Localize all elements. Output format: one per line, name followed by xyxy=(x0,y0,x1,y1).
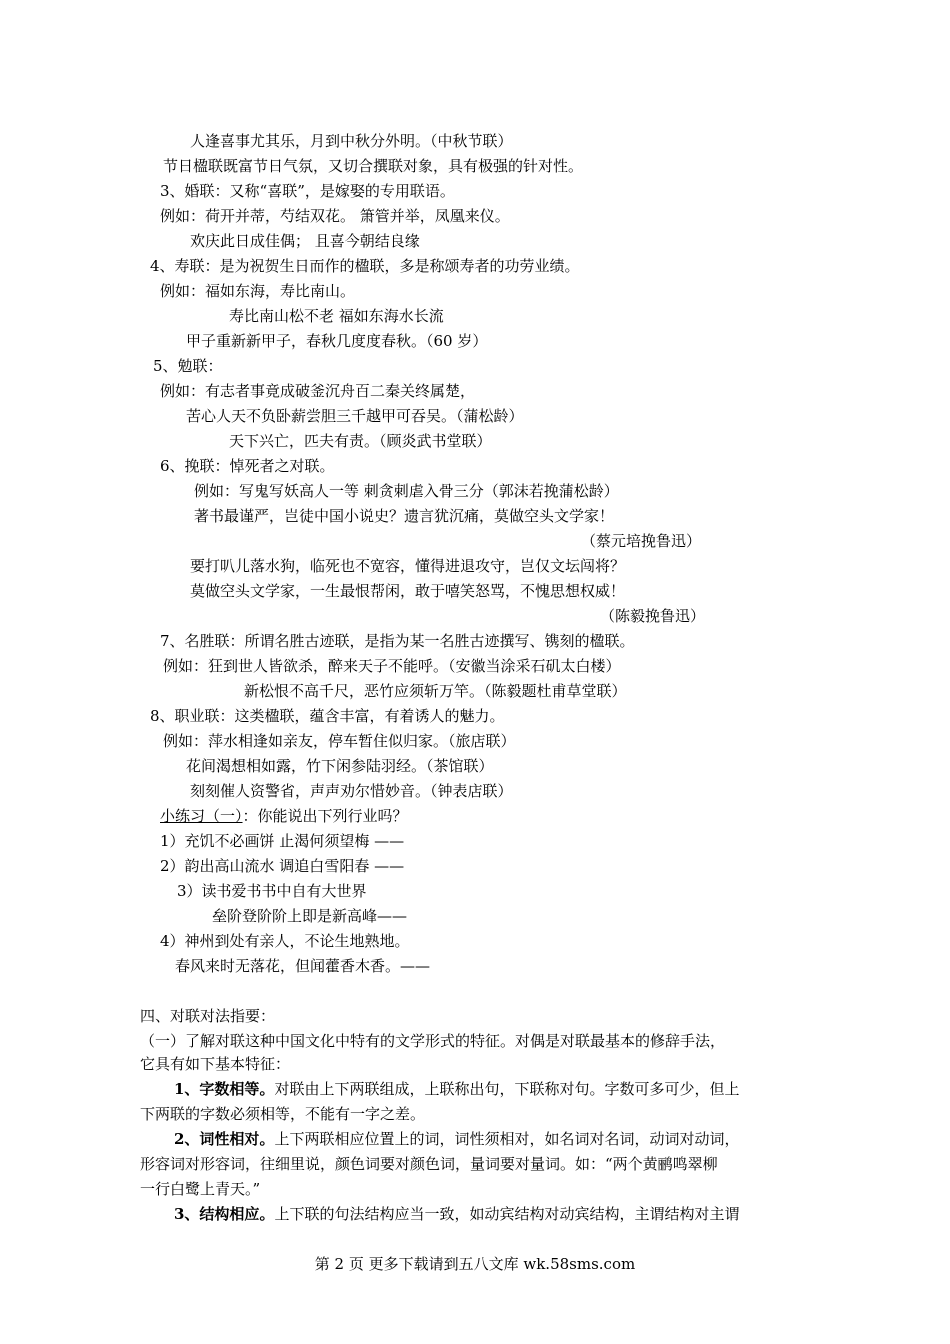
text-line: 欢庆此日成佳偶； 且喜今朝结良缘 xyxy=(190,232,420,250)
text-line: 莫做空头文学家，一生最恨帮闲，敢于嘻笑怒骂，不愧思想权威！ xyxy=(190,582,626,600)
feature-paragraph xyxy=(174,1204,739,1224)
text-line: 5、勉联： xyxy=(153,357,223,375)
feature-text: 形容词对形容词，往细里说，颜色词要对颜色词，量词要对量词。如：“两个黄鹂鸣翠柳 xyxy=(140,1155,718,1173)
feature-text: 上下联的句法结构应当一致，如动宾结构对动宾结构，主谓结构对主谓 xyxy=(274,1205,740,1223)
text-line: 4、寿联：是为祝贺生日而作的楹联，多是称颂寿者的功劳业绩。 xyxy=(150,257,580,275)
exercise-item: 2）韵出高山流水 调追白雪阳春 —— xyxy=(160,857,405,875)
text-line: 人逢喜事尤其乐，月到中秋分外明。（中秋节联） xyxy=(190,132,513,150)
text-line: 甲子重新新甲子，春秋几度度春秋。（60 岁） xyxy=(186,332,488,350)
section-intro: （一）了解对联这种中国文化中特有的文学形式的特征。对偶是对联最基本的修辞手法， xyxy=(140,1032,726,1050)
exercise-item: 垒阶登阶阶上即是新高峰—— xyxy=(212,907,408,925)
exercise-prompt: ：你能说出下列行业吗？ xyxy=(242,807,408,825)
text-line: 新松恨不高千尺，恶竹应须斩万竿。（陈毅题杜甫草堂联） xyxy=(244,682,627,700)
text-line: 花间渴想相如露，竹下闲参陆羽经。（茶馆联） xyxy=(186,757,494,775)
text-line: （蔡元培挽鲁迅） xyxy=(581,532,702,550)
feature-text: 一行白鹭上青天。” xyxy=(140,1180,261,1198)
page-footer: 第 2 页 更多下载请到五八文库 wk.58sms.com xyxy=(314,1255,636,1273)
text-line: 苦心人天不负卧薪尝胆三千越甲可吞吴。（蒲松龄） xyxy=(186,407,524,425)
feature-paragraph xyxy=(174,1129,739,1149)
feature-text: 下两联的字数必须相等，不能有一字之差。 xyxy=(140,1105,426,1123)
text-line: 刻刻催人资警省，声声劝尔惜妙音。（钟表店联） xyxy=(190,782,513,800)
exercise-item: 3）读书爱书书中自有大世界 xyxy=(177,882,367,900)
exercise-header xyxy=(160,806,408,826)
text-line: 著书最谨严，岂徒中国小说史？遗言犹沉痛，莫做空头文学家！ xyxy=(194,507,615,525)
text-line: 要打叭儿落水狗，临死也不宽容，懂得进退攻守，岂仅文坛闯将？ xyxy=(190,557,626,575)
text-line: 例如：狂到世人皆欲杀，醉来天子不能呼。（安徽当涂采石矶太白楼） xyxy=(163,657,621,675)
text-line: 节日楹联既富节日气氛，又切合撰联对象，具有极强的针对性。 xyxy=(163,157,584,175)
text-line: 7、名胜联：所谓名胜古迹联，是指为某一名胜古迹撰写、镌刻的楹联。 xyxy=(160,632,635,650)
feature-paragraph xyxy=(174,1079,739,1099)
feature-title: 2、词性相对。 xyxy=(174,1130,275,1148)
text-line: 例如：荷开并蒂，芍结双花。 箫管并举，凤凰来仪。 xyxy=(160,207,510,225)
feature-title: 3、结构相应。 xyxy=(174,1205,275,1223)
text-line: （陈毅挽鲁迅） xyxy=(600,607,706,625)
section-intro: 它具有如下基本特征： xyxy=(140,1055,291,1073)
text-line: 寿比南山松不老 福如东海水长流 xyxy=(229,307,444,325)
text-line: 例如：写鬼写妖高人一等 刺贪刺虐入骨三分（郭沫若挽蒲松龄） xyxy=(194,482,619,500)
text-line: 天下兴亡，匹夫有责。（顾炎武书堂联） xyxy=(229,432,492,450)
feature-title: 1、字数相等。 xyxy=(174,1080,275,1098)
text-line: 例如：有志者事竟成破釜沉舟百二秦关终属楚， xyxy=(160,382,476,400)
exercise-title: 小练习（一） xyxy=(160,807,243,825)
section-heading: 四、对联对法指要： xyxy=(140,1007,276,1025)
exercise-item: 4）神州到处有亲人，不论生地熟地。 xyxy=(160,932,410,950)
feature-text: 上下两联相应位置上的词，词性须相对，如名词对名词，动词对动词， xyxy=(274,1130,740,1148)
exercise-item: 春风来时无落花，但闻藿香木香。—— xyxy=(175,957,431,975)
text-line: 例如：萍水相逢如亲友，停车暂住似归家。（旅店联） xyxy=(163,732,516,750)
text-line: 例如：福如东海，寿比南山。 xyxy=(160,282,356,300)
text-line: 8、职业联：这类楹联，蕴含丰富，有着诱人的魅力。 xyxy=(150,707,505,725)
exercise-item: 1）充饥不必画饼 止渴何须望梅 —— xyxy=(160,832,405,850)
text-line: 3、婚联：又称“喜联”，是嫁娶的专用联语。 xyxy=(160,182,455,200)
feature-text: 对联由上下两联组成，上联称出句，下联称对句。字数可多可少，但上 xyxy=(274,1080,740,1098)
text-line: 6、挽联：悼死者之对联。 xyxy=(160,457,335,475)
